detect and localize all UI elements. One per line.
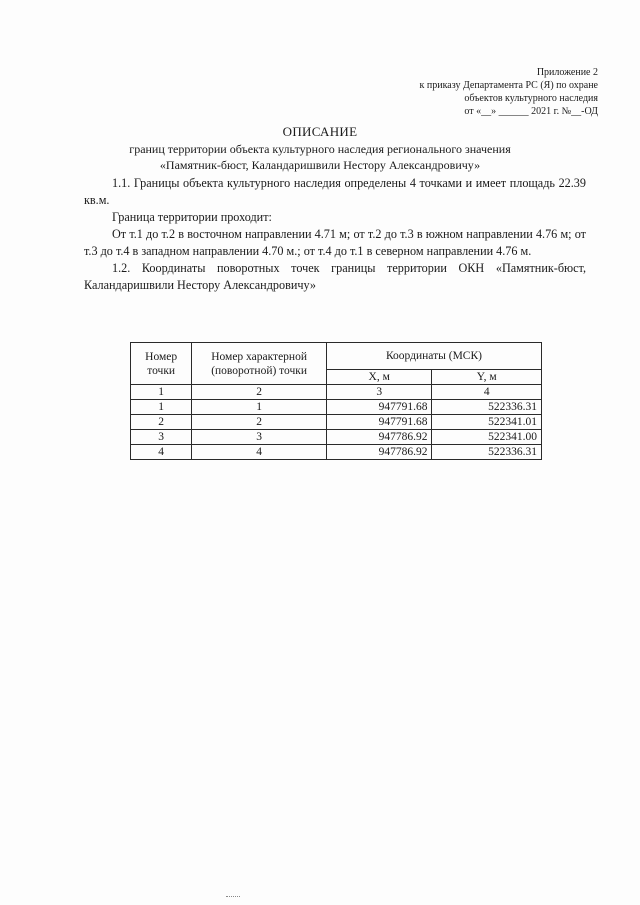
point-number-cell: 2 [131,415,192,430]
characteristic-point-cell: 4 [192,445,327,460]
paragraph-boundary-directions: От т.1 до т.2 в восточном направлении 4.71 м; от т.2 до т.3 в южном направлении 4.76 м; от т.3 до т.4 в западном направлении 4.70 м.; от т.4 до т.1 в северном направлении 4.76 м. [84,227,586,258]
x-coordinate-cell: 947791.68 [326,400,432,415]
header-y: Y, м [432,370,542,385]
index-cell: 1 [131,385,192,400]
paragraph-area: 1.1. Границы объекта культурного наследия определены 4 точками и имеет площадь 22.39 кв.м. [84,176,586,207]
point-number-cell: 3 [131,430,192,445]
table-row [131,445,542,460]
x-coordinate-cell: 947791.68 [326,415,432,430]
table-row [131,415,542,430]
y-coordinate-cell: 522336.31 [432,445,542,460]
description-body [84,175,586,294]
paragraph-coordinates-intro: 1.2. Координаты поворотных точек границы территории ОКН «Памятник-бюст, Каландаришвили Нестору Александровичу» [84,261,586,292]
point-number-cell: 4 [131,445,192,460]
scan-artifact [226,896,240,900]
appendix-label: Приложение 2 [536,67,598,78]
table-row [131,400,542,415]
y-coordinate-cell: 522341.00 [432,430,542,445]
document-subtitle: границ территории объекта культурного наследия регионального значения [129,142,511,156]
index-cell: 2 [192,385,327,400]
index-cell: 3 [326,385,432,400]
object-name: «Памятник-бюст, Каландаришвили Нестору Александровичу» [159,158,481,172]
y-coordinate-cell: 522341.01 [432,415,542,430]
order-reference: к приказу Департамента РС (Я) по охране [419,80,598,91]
coordinates-table [130,342,542,460]
order-date-number: от «__» ______ 2021 г. №__-ОД [464,106,598,117]
y-coordinate-cell: 522336.31 [432,400,542,415]
table-header-row [131,343,542,370]
x-coordinate-cell: 947786.92 [326,430,432,445]
paragraph-boundary-intro: Граница территории проходит: [112,210,272,224]
header-coordinates: Координаты (МСК) [326,343,541,370]
header-characteristic-point: Номер характерной (поворотной) точки [192,343,327,385]
order-reference-cont: объектов культурного наследия [464,93,598,104]
index-cell: 4 [432,385,542,400]
header-point-number: Номер точки [131,343,192,385]
characteristic-point-cell: 2 [192,415,327,430]
characteristic-point-cell: 1 [192,400,327,415]
appendix-header [338,66,598,118]
x-coordinate-cell: 947786.92 [326,445,432,460]
table-row [131,430,542,445]
document-title: ОПИСАНИЕ [282,124,358,139]
point-number-cell: 1 [131,400,192,415]
header-x: X, м [326,370,432,385]
characteristic-point-cell: 3 [192,430,327,445]
table-index-row [131,385,542,400]
